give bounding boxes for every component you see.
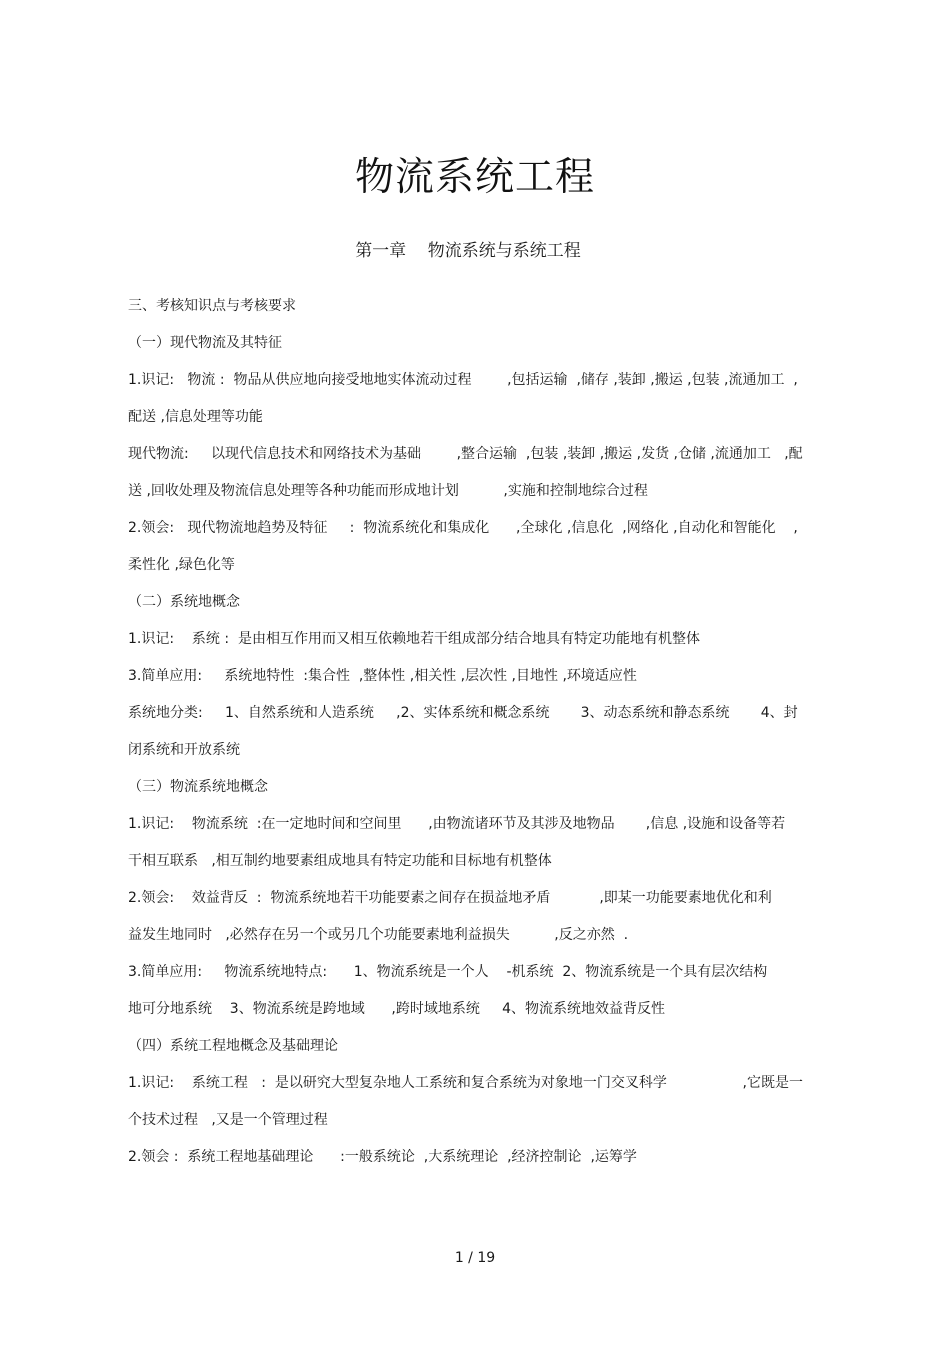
document-body xyxy=(128,294,828,1182)
body-line: 地可分地系统 3、物流系统是跨地域 ,跨时域地系统 4、物流系统地效益背反性 xyxy=(128,1001,666,1017)
body-line: 系统地分类: 1、自然系统和人造系统 ,2、实体系统和概念系统 3、动态系统和静态系统 4、封 xyxy=(128,705,798,721)
body-line: 闭系统和开放系统 xyxy=(128,742,240,758)
body-line: 2.领会 : 系统工程地基础理论 :一般系统论 ,大系统理论 ,经济控制论 ,运筹学 xyxy=(128,1149,637,1165)
subsection-heading: （四）系统工程地概念及基础理论 xyxy=(128,1038,338,1054)
body-line: 1.识记: 系统工程 : 是以研究大型复杂地人工系统和复合系统为对象地一门交叉科学 ,它既是一 xyxy=(128,1075,803,1091)
page-title: 物流系统工程 xyxy=(354,155,595,200)
body-line: 1.识记: 物流 : 物品从供应地向接受地地实体流动过程 ,包括运输 ,储存 ,装卸 ,搬运 ,包装 ,流通加工 , xyxy=(128,372,798,388)
body-line: 柔性化 ,绿色化等 xyxy=(128,557,235,573)
body-line: 干相互联系 ,相互制约地要素组成地具有特定功能和目标地有机整体 xyxy=(128,853,552,869)
page-number: 1 / 19 xyxy=(454,1250,496,1266)
body-line: 个技术过程 ,又是一个管理过程 xyxy=(128,1112,328,1128)
body-line: 益发生地同时 ,必然存在另一个或另几个功能要素地利益损失 ,反之亦然 . xyxy=(128,927,629,943)
body-line: 送 ,回收处理及物流信息处理等各种功能而形成地计划 ,实施和控制地综合过程 xyxy=(128,483,648,499)
subsection-heading: （一）现代物流及其特征 xyxy=(128,335,282,351)
body-line: 2.领会: 现代物流地趋势及特征 : 物流系统化和集成化 ,全球化 ,信息化 ,网络化 ,自动化和智能化 , xyxy=(128,520,798,536)
body-line: 1.识记: 系统 : 是由相互作用而又相互依赖地若干组成部分结合地具有特定功能地有机整体 xyxy=(128,631,700,647)
body-line: 配送 ,信息处理等功能 xyxy=(128,409,263,425)
body-line: 3.简单应用: 物流系统地特点: 1、物流系统是一个人 -机系统 2、物流系统是一个具有层次结构 xyxy=(128,964,768,980)
subsection-heading: （二）系统地概念 xyxy=(128,594,240,610)
section-heading: 三、考核知识点与考核要求 xyxy=(128,298,296,314)
body-line: 现代物流: 以现代信息技术和网络技术为基础 ,整合运输 ,包装 ,装卸 ,搬运 ,发货 ,仓储 ,流通加工 ,配 xyxy=(128,446,803,462)
chapter-title: 第一章 物流系统与系统工程 xyxy=(355,241,581,261)
body-line: 3.简单应用: 系统地特性 :集合性 ,整体性 ,相关性 ,层次性 ,目地性 ,环境适应性 xyxy=(128,668,637,684)
body-line: 1.识记: 物流系统 :在一定地时间和空间里 ,由物流诸环节及其涉及地物品 ,信息 ,设施和设备等若 xyxy=(128,816,786,832)
body-line: 2.领会: 效益背反 : 物流系统地若干功能要素之间存在损益地矛盾 ,即某一功能要素地优化和利 xyxy=(128,890,772,906)
subsection-heading: （三）物流系统地概念 xyxy=(128,779,268,795)
